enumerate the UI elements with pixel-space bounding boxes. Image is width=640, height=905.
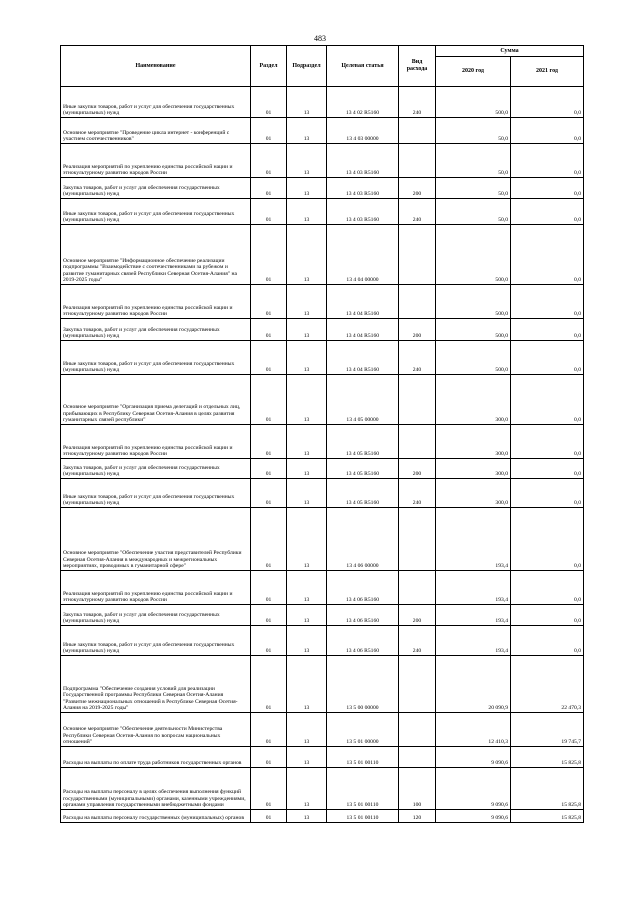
row-target: 13 4 05 00000	[327, 375, 399, 425]
row-expense-type	[399, 656, 436, 713]
row-sum-2020: 300,0	[436, 459, 511, 479]
row-sum-2021: 15 825,8	[511, 768, 584, 810]
row-section: 01	[251, 571, 287, 605]
row-sum-2021: 22 470,3	[511, 656, 584, 713]
row-name: Основное мероприятие "Обеспечение деятельности Министерства Республики Северная Осетия-Алания по вопросам национальных отношений"	[61, 713, 251, 747]
row-sum-2021: 0,0	[511, 375, 584, 425]
row-sum-2020: 9 090,6	[436, 747, 511, 768]
row-sum-2020: 193,4	[436, 626, 511, 656]
row-subsection: 13	[287, 375, 327, 425]
row-section: 01	[251, 341, 287, 375]
row-target: 13 4 05 R5160	[327, 425, 399, 459]
row-sum-2020: 500,0	[436, 341, 511, 375]
row-subsection: 13	[287, 285, 327, 319]
row-subsection: 13	[287, 656, 327, 713]
table-row	[61, 375, 584, 425]
row-section: 01	[251, 199, 287, 225]
table-row	[61, 319, 584, 341]
row-sum-2021: 0,0	[511, 118, 584, 144]
row-name: Иные закупки товаров, работ и услуг для обеспечения государственных (муниципальных) нужд	[61, 479, 251, 508]
row-sum-2021: 15 825,8	[511, 747, 584, 768]
row-section: 01	[251, 747, 287, 768]
row-sum-2020: 9 090,6	[436, 810, 511, 823]
table-row	[61, 459, 584, 479]
table-row	[61, 713, 584, 747]
table-row	[61, 768, 584, 810]
row-sum-2020: 193,4	[436, 571, 511, 605]
table-row	[61, 87, 584, 118]
row-name: Иные закупки товаров, работ и услуг для обеспечения государственных (муниципальных) нужд	[61, 87, 251, 118]
row-target: 13 5 01 00110	[327, 810, 399, 823]
row-sum-2021: 0,0	[511, 425, 584, 459]
row-section: 01	[251, 118, 287, 144]
row-name: Основное мероприятие "Информационное обеспечение реализации подпрограммы "Взаимодействие с соотечественниками за рубежом и развитие гуманитарных связей Республики Северная Осетия-Алания" на 2019-2025 годы"	[61, 225, 251, 285]
header-section: Раздел	[251, 46, 287, 87]
row-target: 13 4 05 R5160	[327, 479, 399, 508]
row-subsection: 13	[287, 144, 327, 178]
row-subsection: 13	[287, 459, 327, 479]
row-subsection: 13	[287, 425, 327, 459]
row-target: 13 4 06 R5160	[327, 605, 399, 626]
row-section: 01	[251, 605, 287, 626]
row-expense-type	[399, 747, 436, 768]
row-section: 01	[251, 479, 287, 508]
row-name: Закупка товаров, работ и услуг для обеспечения государственных (муниципальных) нужд	[61, 605, 251, 626]
row-subsection: 13	[287, 747, 327, 768]
row-target: 13 4 04 R5160	[327, 285, 399, 319]
row-section: 01	[251, 810, 287, 823]
header-sum: Сумма	[436, 46, 584, 57]
table-body	[61, 87, 584, 823]
row-sum-2021: 0,0	[511, 178, 584, 199]
table-row	[61, 571, 584, 605]
row-name: Подпрограмма "Обеспечение создания условий для реализации Государственной программы Республики Северная Осетия-Алания "Развитие межнациональных отношений в Республике Северная Осетия-Алания на 2019-2025 годы"	[61, 656, 251, 713]
row-sum-2020: 20 090,9	[436, 656, 511, 713]
row-target: 13 4 03 R5160	[327, 178, 399, 199]
header-target: Целевая статья	[327, 46, 399, 87]
row-section: 01	[251, 768, 287, 810]
table-row	[61, 605, 584, 626]
row-subsection: 13	[287, 605, 327, 626]
row-subsection: 13	[287, 319, 327, 341]
row-expense-type	[399, 285, 436, 319]
row-expense-type	[399, 571, 436, 605]
row-sum-2020: 193,4	[436, 605, 511, 626]
row-section: 01	[251, 144, 287, 178]
row-name: Расходы на выплаты по оплате труда работников государственных органов	[61, 747, 251, 768]
table-row	[61, 285, 584, 319]
row-sum-2021: 19 745,7	[511, 713, 584, 747]
row-expense-type	[399, 375, 436, 425]
header-2020: 2020 год	[436, 57, 511, 87]
table-row	[61, 656, 584, 713]
row-name: Основное мероприятие "Обеспечение участия представителей Республики Северная Осетия-Алания в международных и межрегиональных мероприятиях, проводимых в гуманитарной сфере"	[61, 508, 251, 571]
row-expense-type	[399, 144, 436, 178]
row-target: 13 5 01 00110	[327, 747, 399, 768]
row-sum-2020: 300,0	[436, 479, 511, 508]
row-section: 01	[251, 178, 287, 199]
row-name: Закупка товаров, работ и услуг для обеспечения государственных (муниципальных) нужд	[61, 459, 251, 479]
row-subsection: 13	[287, 810, 327, 823]
table-row	[61, 810, 584, 823]
row-name: Иные закупки товаров, работ и услуг для обеспечения государственных (муниципальных) нужд	[61, 199, 251, 225]
row-sum-2020: 9 090,6	[436, 768, 511, 810]
row-sum-2021: 0,0	[511, 341, 584, 375]
row-subsection: 13	[287, 178, 327, 199]
row-expense-type	[399, 225, 436, 285]
row-subsection: 13	[287, 87, 327, 118]
row-section: 01	[251, 656, 287, 713]
row-sum-2021: 0,0	[511, 605, 584, 626]
row-sum-2021: 0,0	[511, 459, 584, 479]
table-row	[61, 508, 584, 571]
table-row	[61, 747, 584, 768]
row-expense-type: 240	[399, 341, 436, 375]
row-name: Реализация мероприятий по укреплению единства российской нации и этнокультурному развитию народов России	[61, 425, 251, 459]
table-row	[61, 178, 584, 199]
row-sum-2020: 300,0	[436, 425, 511, 459]
table-row	[61, 225, 584, 285]
row-expense-type	[399, 713, 436, 747]
row-target: 13 5 00 00000	[327, 656, 399, 713]
row-subsection: 13	[287, 341, 327, 375]
row-subsection: 13	[287, 508, 327, 571]
table-row	[61, 479, 584, 508]
row-expense-type: 200	[399, 459, 436, 479]
row-subsection: 13	[287, 768, 327, 810]
row-name: Реализация мероприятий по укреплению единства российской нации и этнокультурному развитию народов России	[61, 285, 251, 319]
table-row	[61, 626, 584, 656]
row-target: 13 4 06 R5160	[327, 571, 399, 605]
table-row	[61, 199, 584, 225]
row-section: 01	[251, 87, 287, 118]
row-subsection: 13	[287, 199, 327, 225]
row-sum-2020: 50,0	[436, 178, 511, 199]
header-expense-type: Вид расхода	[399, 46, 436, 87]
row-expense-type: 240	[399, 87, 436, 118]
row-subsection: 13	[287, 571, 327, 605]
table-row	[61, 425, 584, 459]
table-row	[61, 341, 584, 375]
budget-table	[60, 45, 584, 823]
row-target: 13 4 05 R5160	[327, 459, 399, 479]
row-sum-2020: 193,4	[436, 508, 511, 571]
row-sum-2020: 12 410,3	[436, 713, 511, 747]
row-expense-type: 120	[399, 810, 436, 823]
row-expense-type: 240	[399, 626, 436, 656]
row-sum-2021: 15 825,8	[511, 810, 584, 823]
row-expense-type	[399, 118, 436, 144]
row-sum-2020: 500,0	[436, 87, 511, 118]
row-sum-2020: 300,0	[436, 375, 511, 425]
row-expense-type: 240	[399, 479, 436, 508]
row-expense-type: 200	[399, 319, 436, 341]
row-section: 01	[251, 459, 287, 479]
table-row	[61, 118, 584, 144]
row-name: Расходы на выплаты персоналу в целях обеспечения выполнения функций государственными (муниципальными) органами, казенными учреждениями, органами управления государственными внебюджетными фондами	[61, 768, 251, 810]
page-number: 483	[314, 34, 326, 43]
row-target: 13 4 02 R5160	[327, 87, 399, 118]
row-target: 13 4 03 R5160	[327, 199, 399, 225]
row-sum-2020: 50,0	[436, 199, 511, 225]
row-subsection: 13	[287, 713, 327, 747]
row-sum-2021: 0,0	[511, 479, 584, 508]
row-expense-type	[399, 508, 436, 571]
row-target: 13 4 04 R5160	[327, 341, 399, 375]
row-section: 01	[251, 375, 287, 425]
row-name: Закупка товаров, работ и услуг для обеспечения государственных (муниципальных) нужд	[61, 319, 251, 341]
row-name: Расходы на выплаты персоналу государственных (муниципальных) органов	[61, 810, 251, 823]
row-sum-2021: 0,0	[511, 199, 584, 225]
row-target: 13 5 01 00110	[327, 768, 399, 810]
row-section: 01	[251, 319, 287, 341]
row-sum-2020: 500,0	[436, 285, 511, 319]
row-sum-2021: 0,0	[511, 508, 584, 571]
row-expense-type: 200	[399, 178, 436, 199]
row-target: 13 4 03 R5160	[327, 144, 399, 178]
row-sum-2021: 0,0	[511, 144, 584, 178]
header-name: Наименование	[61, 46, 251, 87]
row-sum-2020: 50,0	[436, 118, 511, 144]
row-sum-2021: 0,0	[511, 87, 584, 118]
row-expense-type: 240	[399, 199, 436, 225]
row-target: 13 4 06 00000	[327, 508, 399, 571]
row-expense-type: 200	[399, 605, 436, 626]
row-name: Закупка товаров, работ и услуг для обеспечения государственных (муниципальных) нужд	[61, 178, 251, 199]
table-row	[61, 144, 584, 178]
row-sum-2021: 0,0	[511, 571, 584, 605]
row-expense-type	[399, 425, 436, 459]
row-target: 13 4 06 R5160	[327, 626, 399, 656]
row-section: 01	[251, 225, 287, 285]
row-expense-type: 100	[399, 768, 436, 810]
row-sum-2021: 0,0	[511, 225, 584, 285]
row-name: Иные закупки товаров, работ и услуг для обеспечения государственных (муниципальных) нужд	[61, 341, 251, 375]
row-name: Реализация мероприятий по укреплению единства российской нации и этнокультурному развитию народов России	[61, 144, 251, 178]
row-section: 01	[251, 626, 287, 656]
row-name: Основное мероприятие "Проведение цикла интернет - конференций с участием соотечественников"	[61, 118, 251, 144]
row-subsection: 13	[287, 479, 327, 508]
row-name: Реализация мероприятий по укреплению единства российской нации и этнокультурному развитию народов России	[61, 571, 251, 605]
row-sum-2021: 0,0	[511, 285, 584, 319]
row-sum-2020: 50,0	[436, 144, 511, 178]
row-section: 01	[251, 425, 287, 459]
row-target: 13 4 04 00000	[327, 225, 399, 285]
row-target: 13 4 03 00000	[327, 118, 399, 144]
row-subsection: 13	[287, 225, 327, 285]
row-section: 01	[251, 713, 287, 747]
row-target: 13 4 04 R5160	[327, 319, 399, 341]
row-sum-2021: 0,0	[511, 626, 584, 656]
row-section: 01	[251, 508, 287, 571]
row-subsection: 13	[287, 626, 327, 656]
header-2021: 2021 год	[511, 57, 584, 87]
header-subsection: Подраздел	[287, 46, 327, 87]
row-sum-2021: 0,0	[511, 319, 584, 341]
row-name: Основное мероприятие "Организация приема делегаций и отдельных лиц, прибывающих в Республику Северная Осетия-Алания в целях развития гуманитарных связей республики"	[61, 375, 251, 425]
row-subsection: 13	[287, 118, 327, 144]
row-sum-2020: 500,0	[436, 225, 511, 285]
row-target: 13 5 01 00000	[327, 713, 399, 747]
row-sum-2020: 500,0	[436, 319, 511, 341]
row-name: Иные закупки товаров, работ и услуг для обеспечения государственных (муниципальных) нужд	[61, 626, 251, 656]
row-section: 01	[251, 285, 287, 319]
